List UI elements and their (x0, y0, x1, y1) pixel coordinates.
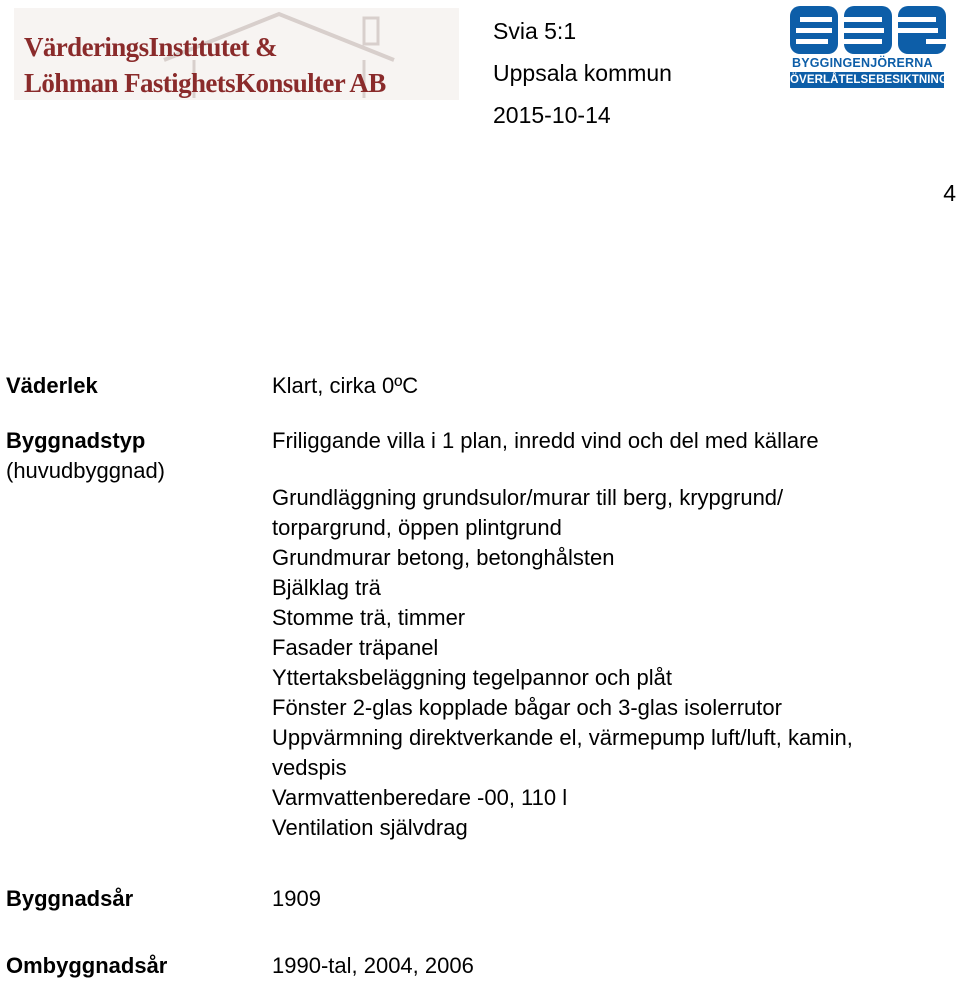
header-info (493, 10, 672, 136)
logo-left-line2: Löhman FastighetsKonsulter AB (24, 68, 386, 98)
property-designation: Svia 5:1 (493, 18, 577, 44)
building-type-label: Byggnadstyp (6, 428, 146, 453)
list-item: Grundmurar betong, betonghålsten (272, 545, 615, 570)
list-item: Grundläggning grundsulor/murar till berg, krypgrund/ (272, 485, 784, 510)
renovation-year-value: 1990-tal, 2004, 2006 (272, 953, 474, 978)
list-item: Fasader träpanel (272, 635, 439, 660)
list-item: Fönster 2-glas kopplade bågar och 3-glas isolerrutor (272, 695, 782, 720)
sbr-logo (790, 6, 948, 90)
list-item: Varmvattenberedare -00, 110 l (272, 785, 568, 810)
sbr-logo-line2: ÖVERLÅTELSEBESIKTNING (790, 74, 949, 86)
year-built-label: Byggnadsår (6, 886, 134, 911)
valuation-institute-logo (14, 8, 459, 100)
renovation-year-label: Ombyggnadsår (6, 953, 168, 978)
list-item: Stomme trä, timmer (272, 605, 466, 630)
sbr-logo-line1: BYGGINGENJÖRERNA (792, 56, 933, 70)
list-item: Uppvärmning direktverkande el, värmepump luft/luft, kamin, (272, 725, 853, 750)
construction-details-list (272, 483, 853, 843)
list-item: torpargrund, öppen plintgrund (272, 515, 562, 540)
weather-label: Väderlek (6, 373, 98, 398)
building-type-value: Friliggande villa i 1 plan, inredd vind och del med källare (272, 428, 819, 453)
weather-value: Klart, cirka 0ºC (272, 373, 419, 398)
list-item: vedspis (272, 755, 347, 780)
report-date: 2015-10-14 (493, 102, 611, 128)
page-number: 4 (943, 180, 956, 206)
logo-left-line1: VärderingsInstitutet & (24, 32, 278, 62)
list-item: Bjälklag trä (272, 575, 381, 600)
municipality: Uppsala kommun (493, 60, 672, 86)
building-type-sublabel: (huvudbyggnad) (6, 458, 166, 483)
year-built-value: 1909 (272, 886, 321, 911)
sbr-letters-icon (790, 6, 948, 54)
list-item: Yttertaksbeläggning tegelpannor och plåt (272, 665, 672, 690)
list-item: Ventilation självdrag (272, 815, 468, 840)
